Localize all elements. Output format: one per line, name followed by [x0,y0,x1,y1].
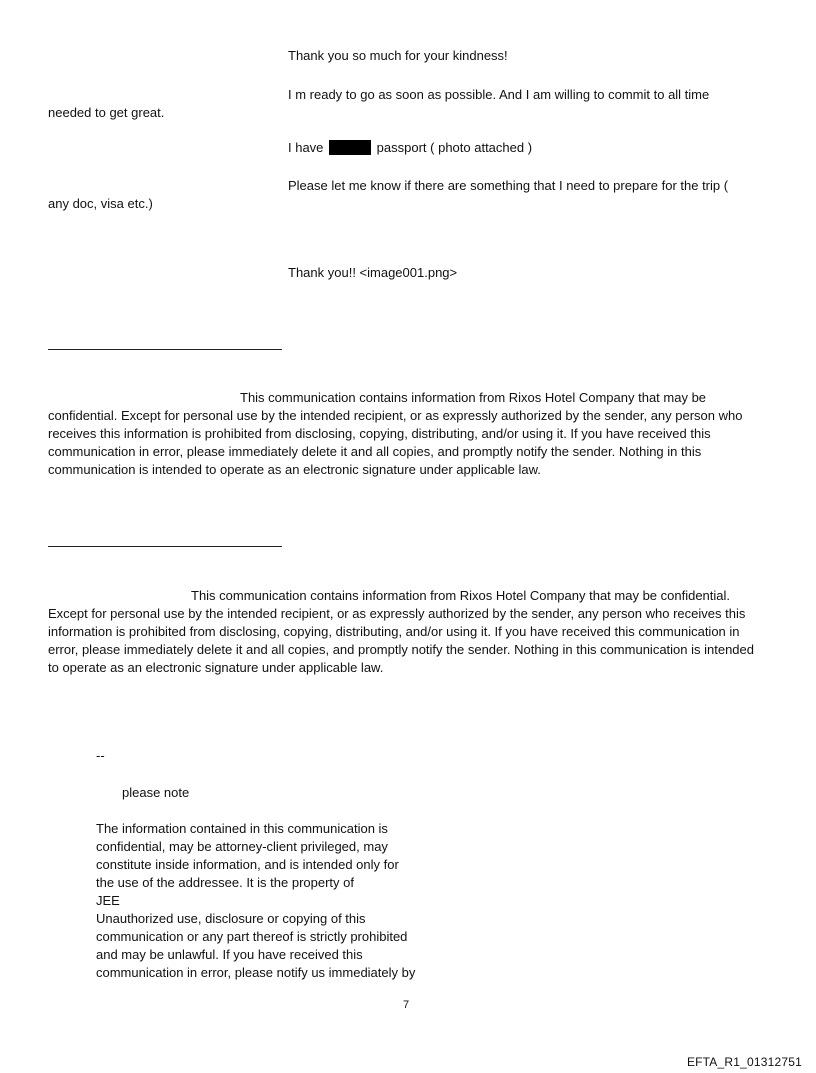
ready-line-1: I m ready to go as soon as possible. And I am willing to commit to all time [288,87,710,102]
passport-line [288,139,532,157]
legal-notice-line: The information contained in this communication is [96,821,388,836]
signature-dashes: -- [96,748,105,763]
legal-notice-line: and may be unlawful. If you have received this [96,947,363,962]
disclaimer-2-lead: This communication contains information from Rixos Hotel Company that may be confidential. [191,588,731,603]
legal-notice-line: communication or any part thereof is strictly prohibited [96,929,408,944]
disclaimer-2-lead-row [48,587,768,605]
page-number: 7 [403,999,410,1011]
disclaimer-1-body: confidential. Except for personal use by the intended recipient, or as expressly authorized by the sender, any person who receives this information is prohibited from disclosing, copying, distributing, and/or using it. If you have received this communication in error, please immediately delete it and all copies, and promptly notify the sender. Nothing in this communication is intended to operate as an electronic signature under applicable law. [48,408,743,477]
redaction-box [329,140,371,155]
disclaimer-1-lead-row [48,389,768,407]
thank-you-line: Thank you!! <image001.png> [288,265,458,280]
passport-suffix: passport ( photo attached ) [376,140,533,155]
please-note-label: please note [122,785,190,800]
legal-notice [96,820,456,982]
ready-line-2: needed to get great. [48,105,165,120]
disclaimer-2-body: Except for personal use by the intended recipient, or as expressly authorized by the sender, any person who receives this information is prohibited from disclosing, copying, distributing, and/or using it. If you have received this communication in error, please immediately delete it and all copies, and promptly notify the sender. Nothing in this communication is intended to operate as an electronic signature under applicable law. [48,606,754,675]
disclaimer-1-lead: This communication contains information from Rixos Hotel Company that may be [240,390,707,405]
legal-notice-line: Unauthorized use, disclosure or copying of this [96,911,366,926]
legal-notice-line: JEE [96,893,120,908]
separator-line [48,349,282,350]
legal-notice-line: confidential, may be attorney-client privileged, may [96,839,388,854]
document-id: EFTA_R1_01312751 [686,1055,802,1069]
prepare-line-1: Please let me know if there are something that I need to prepare for the trip ( [288,178,729,193]
prepare-line-2: any doc, visa etc.) [48,196,153,211]
passport-prefix: I have [288,140,324,155]
disclaimer-1 [48,389,768,479]
legal-notice-line: the use of the addressee. It is the property of [96,875,354,890]
disclaimer-2 [48,587,768,677]
thanks-kindness-line: Thank you so much for your kindness! [288,48,508,63]
legal-notice-line: constitute inside information, and is intended only for [96,857,399,872]
legal-notice-line: communication in error, please notify us immediately by [96,965,416,980]
separator-line [48,546,282,547]
